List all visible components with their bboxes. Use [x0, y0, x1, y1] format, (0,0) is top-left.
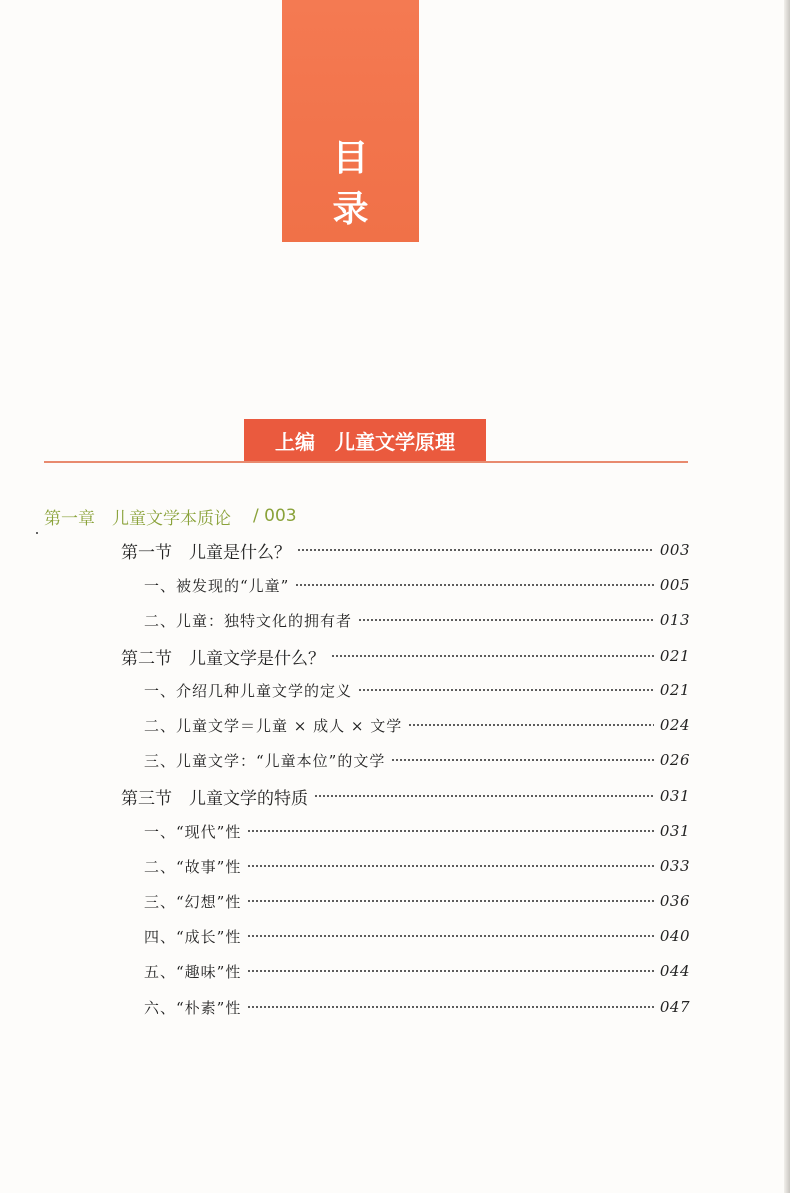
toc-label: 三、“幻想”性 [144, 892, 242, 911]
toc-page-number: 031 [659, 787, 690, 805]
dot-leader [247, 899, 654, 903]
dot-leader [408, 723, 654, 727]
dot-leader [247, 829, 654, 833]
toc-subsection[interactable] [144, 923, 690, 949]
page-title: 目 录 [332, 138, 387, 230]
toc-label: 二、儿童：独特文化的拥有者 [144, 611, 353, 630]
toc-subsection[interactable] [144, 818, 690, 844]
toc-section-3[interactable] [121, 783, 690, 809]
toc-page-number: 047 [659, 998, 690, 1016]
toc-page-number: 033 [659, 857, 690, 875]
toc-label: 一、“现代”性 [144, 822, 242, 841]
toc-page-number: 003 [659, 541, 690, 559]
toc-label: 二、儿童文学＝儿童 × 成人 × 文学 [144, 716, 403, 735]
dot-leader [247, 969, 654, 973]
dot-leader [358, 688, 654, 692]
dot-leader [314, 794, 654, 798]
toc-subsection[interactable] [144, 994, 690, 1020]
section-banner: 上编 儿童文学原理 [244, 419, 486, 461]
toc-subsection[interactable] [144, 747, 690, 773]
toc-section-2[interactable] [121, 643, 690, 669]
toc-label: 五、“趣味”性 [144, 962, 242, 981]
dot-leader [247, 1005, 654, 1009]
title-block [282, 0, 419, 242]
chapter-page: / 003 [253, 506, 297, 526]
toc-label: 一、介绍几种儿童文学的定义 [144, 681, 353, 700]
toc-subsection[interactable] [144, 572, 690, 598]
toc-page-number: 026 [659, 751, 690, 769]
chapter-label: 第一章 儿童文学本质论 [44, 508, 231, 529]
toc-page-number: 005 [659, 576, 690, 594]
dot-leader [247, 934, 654, 938]
toc-label: 第二节 儿童文学是什么？ [121, 648, 325, 669]
section-divider [44, 461, 688, 463]
dot-leader [297, 548, 654, 552]
toc-label: 四、“成长”性 [144, 927, 242, 946]
toc-page-number: 021 [659, 647, 690, 665]
toc-label: 第三节 儿童文学的特质 [121, 788, 308, 809]
toc-section-1[interactable] [121, 537, 690, 563]
toc-subsection[interactable] [144, 853, 690, 879]
toc-label: 二、“故事”性 [144, 857, 242, 876]
toc-subsection[interactable] [144, 677, 690, 703]
dot-leader [391, 758, 654, 762]
toc-label: 第一节 儿童是什么？ [121, 542, 291, 563]
dot-leader [331, 654, 654, 658]
stray-mark [36, 532, 38, 534]
toc-subsection[interactable] [144, 958, 690, 984]
toc-label: 三、儿童文学：“儿童本位”的文学 [144, 751, 386, 770]
toc-page-number: 024 [659, 716, 690, 734]
toc-page-number: 044 [659, 962, 690, 980]
toc-page-number: 013 [659, 611, 690, 629]
dot-leader [295, 583, 654, 587]
toc-subsection[interactable] [144, 607, 690, 633]
toc-subsection[interactable] [144, 712, 690, 738]
toc-label: 一、被发现的“儿童” [144, 576, 290, 595]
toc-page-number: 021 [659, 681, 690, 699]
page-edge [784, 0, 790, 1193]
chapter-heading[interactable] [44, 504, 297, 528]
dot-leader [358, 618, 654, 622]
toc-subsection[interactable] [144, 888, 690, 914]
dot-leader [247, 864, 654, 868]
toc-page-number: 040 [659, 927, 690, 945]
toc-page-number: 031 [659, 822, 690, 840]
toc-label: 六、“朴素”性 [144, 998, 242, 1017]
toc-page-number: 036 [659, 892, 690, 910]
